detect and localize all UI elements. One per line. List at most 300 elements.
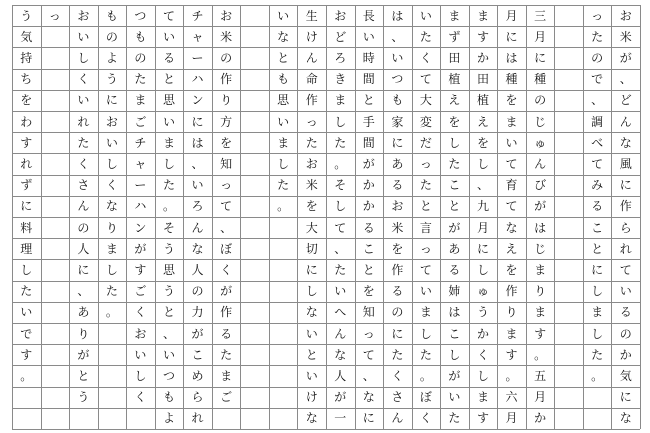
manuscript-char: 手 (362, 114, 375, 129)
manuscript-char: し (476, 368, 489, 383)
manuscript-char: び (534, 178, 547, 193)
manuscript-char: 。 (591, 368, 604, 383)
manuscript-char: て (419, 72, 432, 87)
manuscript-char: に (105, 93, 118, 108)
manuscript-char: 、 (476, 178, 489, 193)
manuscript-char: 気 (20, 29, 33, 44)
manuscript-char: ま (591, 305, 604, 320)
manuscript-char: す (134, 262, 147, 277)
manuscript-char: に (505, 29, 518, 44)
manuscript-char: い (619, 284, 632, 299)
manuscript-char: で (20, 326, 33, 341)
manuscript-char: 。 (162, 199, 175, 214)
manuscript-char: お (305, 156, 318, 171)
manuscript-char: く (134, 305, 147, 320)
manuscript-char: ま (534, 305, 547, 320)
manuscript-char: べ (591, 135, 604, 150)
manuscript-char: も (277, 72, 290, 87)
manuscript-char: 人 (77, 241, 90, 256)
manuscript-char: な (277, 29, 290, 44)
manuscript-char: な (619, 411, 632, 426)
manuscript-char: 間 (362, 135, 375, 150)
manuscript-char: が (77, 347, 90, 362)
manuscript-char: は (391, 8, 404, 23)
manuscript-char: 思 (162, 93, 175, 108)
manuscript-char: を (448, 114, 461, 129)
manuscript-char: た (105, 284, 118, 299)
manuscript-char: を (220, 135, 233, 150)
manuscript-char: と (362, 93, 375, 108)
manuscript-char: か (362, 178, 375, 193)
manuscript-char: 月 (534, 29, 547, 44)
manuscript-char: し (419, 326, 432, 341)
manuscript-char: 知 (362, 305, 375, 320)
manuscript-char: そ (334, 178, 347, 193)
manuscript-char: す (20, 347, 33, 362)
manuscript-char: た (334, 135, 347, 150)
manuscript-char: ャ (134, 156, 147, 171)
manuscript-char: い (419, 8, 432, 23)
manuscript-char: た (419, 29, 432, 44)
manuscript-char: に (362, 411, 375, 426)
manuscript-char: 思 (277, 93, 290, 108)
manuscript-char: こ (448, 326, 461, 341)
manuscript-char: 人 (334, 368, 347, 383)
manuscript-char: し (334, 114, 347, 129)
manuscript-char: と (162, 72, 175, 87)
manuscript-char: 植 (448, 72, 461, 87)
manuscript-char: 、 (391, 29, 404, 44)
manuscript-char: の (105, 29, 118, 44)
manuscript-char: て (591, 156, 604, 171)
manuscript-char: 気 (619, 368, 632, 383)
manuscript-char: く (391, 368, 404, 383)
manuscript-char: お (334, 8, 347, 23)
manuscript-char: 大 (305, 220, 318, 235)
manuscript-char: あ (448, 241, 461, 256)
manuscript-char: は (191, 135, 204, 150)
manuscript-char: っ (591, 8, 604, 23)
manuscript-char: の (191, 284, 204, 299)
manuscript-char: を (362, 284, 375, 299)
manuscript-char: る (391, 284, 404, 299)
manuscript-char: 知 (220, 156, 233, 171)
manuscript-char: の (391, 305, 404, 320)
manuscript-char: が (619, 50, 632, 65)
manuscript-char: た (448, 411, 461, 426)
manuscript-char: と (419, 199, 432, 214)
manuscript-char: た (77, 135, 90, 150)
manuscript-char: 間 (362, 72, 375, 87)
manuscript-char: 田 (448, 50, 461, 65)
manuscript-char: が (448, 368, 461, 383)
manuscript-char: し (591, 326, 604, 341)
manuscript-char: う (162, 284, 175, 299)
manuscript-char: っ (220, 178, 233, 193)
manuscript-char: 。 (105, 305, 118, 320)
manuscript-char: く (105, 178, 118, 193)
manuscript-char: か (534, 411, 547, 426)
manuscript-char: 。 (277, 199, 290, 214)
manuscript-char: し (334, 199, 347, 214)
manuscript-char: 思 (162, 262, 175, 277)
manuscript-char: 言 (419, 220, 432, 235)
manuscript-char: え (476, 114, 489, 129)
manuscript-char: て (162, 8, 175, 23)
manuscript-char: 、 (220, 220, 233, 235)
manuscript-char: つ (134, 8, 147, 23)
manuscript-char: い (105, 135, 118, 150)
manuscript-char: い (419, 284, 432, 299)
manuscript-char: り (105, 220, 118, 235)
manuscript-char: く (419, 50, 432, 65)
manuscript-char: に (534, 50, 547, 65)
manuscript-char: い (134, 347, 147, 362)
manuscript-char: す (505, 347, 518, 362)
manuscript-char: ま (534, 262, 547, 277)
manuscript-char: ま (505, 326, 518, 341)
manuscript-char: い (448, 390, 461, 405)
manuscript-char: ろ (334, 50, 347, 65)
manuscript-char: 米 (220, 29, 233, 44)
manuscript-char: ま (419, 305, 432, 320)
manuscript-char: め (191, 368, 204, 383)
manuscript-char: て (505, 199, 518, 214)
manuscript-char: お (77, 8, 90, 23)
manuscript-char: じ (534, 114, 547, 129)
manuscript-char: つ (162, 368, 175, 383)
manuscript-char: ど (619, 93, 632, 108)
manuscript-char: 米 (619, 29, 632, 44)
manuscript-char: ご (134, 284, 147, 299)
manuscript-char: ま (162, 135, 175, 150)
manuscript-char: ま (220, 368, 233, 383)
manuscript-char: ず (448, 29, 461, 44)
manuscript-char: こ (448, 178, 461, 193)
manuscript-char: と (77, 368, 90, 383)
manuscript-char: く (419, 411, 432, 426)
manuscript-char: ハ (191, 72, 204, 87)
manuscript-char: で (591, 72, 604, 87)
manuscript-char: す (476, 411, 489, 426)
manuscript-char: し (476, 156, 489, 171)
manuscript-char: る (162, 50, 175, 65)
manuscript-char: と (305, 347, 318, 362)
manuscript-char: お (105, 114, 118, 129)
manuscript-char: 人 (191, 262, 204, 277)
manuscript-char: 姉 (448, 284, 461, 299)
manuscript-char: た (591, 347, 604, 362)
manuscript-char: つ (391, 72, 404, 87)
manuscript-char: た (591, 29, 604, 44)
manuscript-char: と (162, 305, 175, 320)
manuscript-char: を (305, 199, 318, 214)
manuscript-char: も (105, 8, 118, 23)
manuscript-char: い (391, 50, 404, 65)
manuscript-char: お (619, 8, 632, 23)
manuscript-char: こ (362, 241, 375, 256)
manuscript-char: ま (448, 8, 461, 23)
manuscript-char: ャ (191, 29, 204, 44)
manuscript-char: く (476, 347, 489, 362)
manuscript-char: 。 (419, 368, 432, 383)
manuscript-char: て (334, 220, 347, 235)
manuscript-char: い (277, 114, 290, 129)
manuscript-char: し (105, 156, 118, 171)
manuscript-char: る (619, 305, 632, 320)
manuscript-char: い (77, 29, 90, 44)
manuscript-char: く (134, 390, 147, 405)
manuscript-char: 理 (20, 241, 33, 256)
manuscript-char: 。 (334, 156, 347, 171)
manuscript-char: て (362, 347, 375, 362)
manuscript-char: し (162, 156, 175, 171)
manuscript-char: う (105, 72, 118, 87)
manuscript-char: 、 (591, 93, 604, 108)
manuscript-char: が (134, 241, 147, 256)
manuscript-char: が (534, 199, 547, 214)
manuscript-char: ご (220, 390, 233, 405)
manuscript-char: の (591, 50, 604, 65)
manuscript-char: た (162, 178, 175, 193)
manuscript-char: 月 (505, 8, 518, 23)
manuscript-char: い (505, 135, 518, 150)
manuscript-char: ゅ (534, 135, 547, 150)
manuscript-char: 時 (362, 50, 375, 65)
manuscript-char: な (619, 135, 632, 150)
manuscript-char: っ (419, 241, 432, 256)
manuscript-char: ん (534, 156, 547, 171)
manuscript-char: 。 (20, 368, 33, 383)
manuscript-char: が (220, 284, 233, 299)
manuscript-char: こ (191, 347, 204, 362)
manuscript-char: れ (191, 411, 204, 426)
manuscript-char: 五 (534, 368, 547, 383)
manuscript-char: よ (162, 411, 175, 426)
manuscript-char: あ (77, 305, 90, 320)
manuscript-char: の (220, 50, 233, 65)
manuscript-char: に (476, 241, 489, 256)
manuscript-char: が (334, 390, 347, 405)
manuscript-char: 作 (220, 305, 233, 320)
manuscript-char: す (20, 135, 33, 150)
manuscript-char: 、 (362, 368, 375, 383)
manuscript-char: ン (134, 220, 147, 235)
manuscript-char: る (220, 326, 233, 341)
manuscript-char: と (277, 50, 290, 65)
manuscript-char: ん (391, 411, 404, 426)
manuscript-char: う (77, 390, 90, 405)
manuscript-char: ま (277, 135, 290, 150)
manuscript-char: 作 (305, 93, 318, 108)
manuscript-char: う (162, 241, 175, 256)
manuscript-char: の (77, 220, 90, 235)
manuscript-char: い (305, 326, 318, 341)
manuscript-char: な (505, 220, 518, 235)
manuscript-char: ず (20, 178, 33, 193)
manuscript-char: り (534, 284, 547, 299)
manuscript-char: 月 (476, 220, 489, 235)
manuscript-char: い (162, 347, 175, 362)
manuscript-char: う (476, 305, 489, 320)
manuscript-char: な (305, 305, 318, 320)
manuscript-char: し (305, 284, 318, 299)
manuscript-char: を (505, 262, 518, 277)
manuscript-char: ら (191, 390, 204, 405)
manuscript-char: 命 (305, 72, 318, 87)
manuscript-char: ま (505, 114, 518, 129)
manuscript-char: な (305, 411, 318, 426)
manuscript-char: く (77, 156, 90, 171)
manuscript-char: に (619, 178, 632, 193)
manuscript-char: ま (476, 390, 489, 405)
manuscript-char: に (619, 390, 632, 405)
manuscript-char: っ (419, 156, 432, 171)
manuscript-char: 。 (505, 368, 518, 383)
manuscript-char: あ (391, 156, 404, 171)
manuscript-char: を (20, 93, 33, 108)
manuscript-char: の (134, 50, 147, 65)
manuscript-char: ご (134, 114, 147, 129)
manuscript-char: 育 (505, 178, 518, 193)
manuscript-char: を (476, 135, 489, 150)
manuscript-char: な (362, 390, 375, 405)
manuscript-char: た (419, 178, 432, 193)
manuscript-char: え (505, 241, 518, 256)
manuscript-char: 九 (476, 199, 489, 214)
manuscript-char: そ (162, 220, 175, 235)
manuscript-char: な (334, 347, 347, 362)
manuscript-char: け (305, 390, 318, 405)
manuscript-char: ン (191, 93, 204, 108)
manuscript-char: へ (334, 305, 347, 320)
manuscript-char: に (191, 114, 204, 129)
manuscript-char: 風 (619, 156, 632, 171)
manuscript-char: ん (334, 326, 347, 341)
manuscript-char: た (277, 178, 290, 193)
manuscript-char: く (77, 72, 90, 87)
manuscript-char: し (591, 284, 604, 299)
manuscript-char: ん (305, 50, 318, 65)
manuscript-char: た (419, 347, 432, 362)
manuscript-char: さ (391, 390, 404, 405)
manuscript-char: 料 (20, 220, 33, 235)
manuscript-char: 月 (505, 411, 518, 426)
manuscript-char: 米 (391, 220, 404, 235)
manuscript-char: の (534, 93, 547, 108)
manuscript-char: 作 (505, 284, 518, 299)
manuscript-char: 六 (505, 390, 518, 405)
manuscript-char: チ (134, 135, 147, 150)
manuscript-char: な (191, 241, 204, 256)
manuscript-char: わ (20, 114, 33, 129)
manuscript-char: た (220, 347, 233, 362)
manuscript-char: 米 (305, 178, 318, 193)
manuscript-char: を (505, 93, 518, 108)
manuscript-char: て (619, 262, 632, 277)
manuscript-char: を (391, 241, 404, 256)
manuscript-char: し (77, 50, 90, 65)
manuscript-char: た (334, 262, 347, 277)
manuscript-char: お (220, 8, 233, 23)
manuscript-char: く (220, 262, 233, 277)
manuscript-char: し (134, 368, 147, 383)
manuscript-char: 大 (419, 93, 432, 108)
manuscript-char: た (134, 72, 147, 87)
manuscript-char: 田 (476, 72, 489, 87)
manuscript-char: い (162, 29, 175, 44)
manuscript-char: 、 (334, 241, 347, 256)
manuscript-char: の (619, 326, 632, 341)
manuscript-char: て (220, 199, 233, 214)
manuscript-char: と (362, 262, 375, 277)
manuscript-char: い (362, 29, 375, 44)
manuscript-char: ぼ (419, 390, 432, 405)
manuscript-char: い (162, 114, 175, 129)
manuscript-char: 作 (391, 262, 404, 277)
manuscript-char: 作 (220, 72, 233, 87)
manuscript-char: 持 (20, 50, 33, 65)
manuscript-char: れ (619, 241, 632, 256)
manuscript-char: お (391, 199, 404, 214)
manuscript-char: い (305, 368, 318, 383)
manuscript-char: は (534, 220, 547, 235)
manuscript-char: か (476, 50, 489, 65)
manuscript-char: チ (191, 8, 204, 23)
manuscript-char: す (476, 29, 489, 44)
manuscript-char: て (505, 156, 518, 171)
manuscript-char: ま (476, 8, 489, 23)
manuscript-char: し (105, 262, 118, 277)
manuscript-char: っ (305, 114, 318, 129)
manuscript-char: 月 (534, 390, 547, 405)
manuscript-char: さ (77, 178, 90, 193)
manuscript-char: い (277, 8, 290, 23)
manuscript-char: ん (619, 114, 632, 129)
manuscript-char: ん (77, 199, 90, 214)
manuscript-char: ん (191, 220, 204, 235)
manuscript-char: も (391, 93, 404, 108)
manuscript-char: 調 (591, 114, 604, 129)
manuscript-char: が (191, 326, 204, 341)
manuscript-char: っ (48, 8, 61, 23)
manuscript-char: ま (105, 241, 118, 256)
manuscript-char: は (505, 50, 518, 65)
manuscript-char: 種 (505, 72, 518, 87)
manuscript-char: に (591, 262, 604, 277)
manuscript-char: ー (134, 178, 147, 193)
manuscript-char: と (448, 199, 461, 214)
manuscript-char: る (362, 220, 375, 235)
manuscript-char: れ (77, 114, 90, 129)
manuscript-char: も (134, 29, 147, 44)
manuscript-char: り (505, 305, 518, 320)
manuscript-char: た (305, 135, 318, 150)
manuscript-char: 、 (77, 284, 90, 299)
manuscript-char: 変 (419, 114, 432, 129)
manuscript-char: に (391, 326, 404, 341)
manuscript-char: ら (619, 220, 632, 235)
manuscript-char: た (20, 284, 33, 299)
manuscript-char: よ (105, 50, 118, 65)
manuscript-char: ま (334, 93, 347, 108)
manuscript-char: に (20, 199, 33, 214)
manuscript-char: だ (419, 135, 432, 150)
manuscript-char: り (220, 93, 233, 108)
manuscript-char: ど (334, 29, 347, 44)
manuscript-char: り (77, 326, 90, 341)
manuscript-char: れ (20, 156, 33, 171)
